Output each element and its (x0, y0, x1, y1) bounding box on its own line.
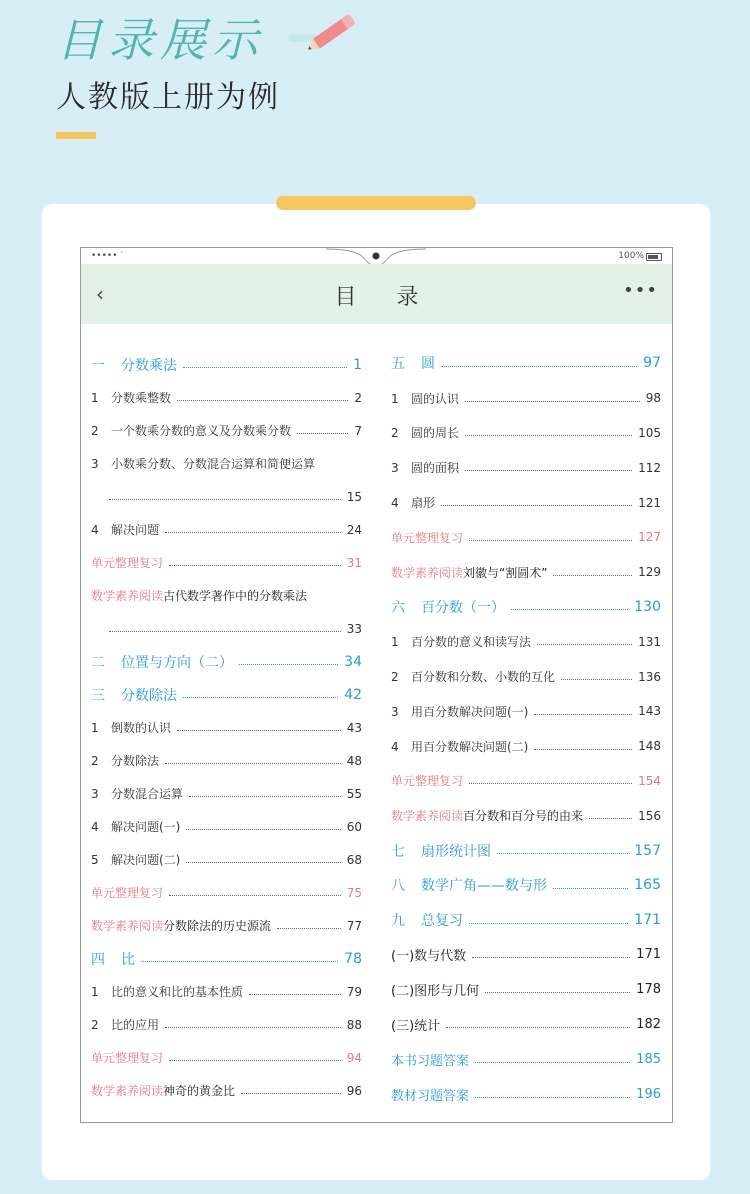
leader-dots (169, 1060, 341, 1061)
chapter-label (391, 910, 463, 930)
page-number: 33 (346, 621, 362, 636)
page-number: 121 (638, 495, 661, 510)
page-number: 154 (638, 773, 661, 788)
reading-title: 古代数学著作中的分数乘法 (163, 589, 308, 603)
reading-title: 分数除法的历史源流 (163, 919, 272, 933)
item-number: 1 (391, 391, 399, 406)
reading-label (391, 807, 583, 824)
item-number: 1 (91, 985, 99, 999)
chapter-title: 总复习 (421, 913, 463, 930)
leader-dots (475, 1097, 630, 1098)
chapter-number: 一 (91, 357, 105, 374)
page-number: 7 (354, 423, 362, 438)
reading-tag: 数学素养阅读 (91, 589, 164, 603)
review-label: 单元整理复习 (391, 530, 464, 545)
leader-dots (511, 609, 628, 610)
toc-column-right (391, 346, 661, 1112)
chapter-title: 百分数（一） (421, 599, 505, 616)
toc-chapter[interactable] (391, 590, 661, 625)
toc-item[interactable] (91, 843, 362, 876)
item-title: 用百分数解决问题(一) (411, 704, 529, 719)
item-title: 用百分数解决问题(二) (411, 739, 529, 754)
item-label (391, 633, 531, 650)
page-number: 156 (638, 808, 661, 823)
leader-dots (465, 401, 640, 402)
leader-dots (277, 928, 341, 929)
leader-dots (165, 763, 341, 764)
toc-continuation[interactable] (91, 612, 362, 645)
leader-dots (534, 749, 632, 750)
chapter-number: 六 (391, 599, 405, 616)
item-number: 5 (91, 853, 99, 867)
page-number: 55 (346, 786, 362, 801)
page-number: 130 (634, 598, 661, 615)
page-number: 127 (638, 530, 661, 545)
leader-dots (183, 697, 338, 698)
toc-chapter[interactable] (91, 645, 362, 678)
review-label: 单元整理复习 (91, 1051, 164, 1065)
toc-column-left (91, 348, 362, 1107)
item-title: 圆的周长 (411, 426, 460, 441)
signal-icon: ••••• ′ (91, 251, 123, 261)
page-number: 2 (354, 390, 362, 405)
item-label (391, 390, 459, 407)
item-number: 3 (391, 461, 399, 476)
toc-item[interactable] (91, 447, 362, 480)
toc-answers[interactable] (391, 1042, 661, 1077)
toc-chapter[interactable] (91, 942, 362, 975)
chapter-title: 位置与方向（二） (121, 654, 233, 671)
toc-item[interactable] (391, 694, 661, 729)
page-number: 185 (636, 1051, 661, 1067)
item-number: 3 (91, 457, 99, 471)
leader-dots (561, 679, 632, 680)
chapter-label (391, 841, 491, 861)
item-label (91, 818, 180, 835)
battery-icon (646, 253, 662, 261)
toc-item[interactable] (91, 777, 362, 810)
leader-dots (441, 366, 637, 367)
leader-dots (485, 992, 630, 993)
more-icon[interactable]: ••• (623, 280, 658, 301)
item-title: 解决问题 (111, 523, 160, 537)
page-number: 60 (346, 819, 362, 834)
page-number: 42 (344, 686, 362, 703)
item-label (91, 851, 180, 868)
leader-dots (169, 895, 341, 896)
reading-tag: 数学素养阅读 (91, 919, 164, 933)
toc-reading[interactable] (391, 798, 661, 833)
leader-dots (141, 961, 338, 962)
page-number: 43 (346, 720, 362, 735)
leader-dots (169, 565, 341, 566)
section-label: (一)数与代数 (391, 949, 467, 965)
toc-review[interactable] (91, 546, 362, 579)
page-number: 97 (643, 355, 661, 372)
item-number: 2 (391, 670, 399, 685)
toc-item[interactable] (391, 485, 661, 520)
toc-item[interactable] (91, 381, 362, 414)
item-title: 解决问题(二) (111, 853, 181, 867)
page-number: 79 (346, 984, 362, 999)
item-label (91, 785, 183, 802)
title-underline (56, 132, 96, 139)
toc-chapter[interactable] (391, 346, 661, 381)
battery-percent: 100% (618, 251, 644, 261)
page-subtitle: 人教版上册为例 (56, 80, 280, 115)
leader-dots (469, 923, 628, 924)
chapter-number: 五 (391, 356, 405, 373)
reading-tag: 数学素养阅读 (391, 809, 464, 824)
page-number: 196 (636, 1086, 661, 1102)
page-number: 171 (634, 912, 661, 929)
reading-label (391, 564, 547, 581)
page-number: 88 (346, 1017, 362, 1032)
item-label (91, 752, 159, 769)
pencil-icon (286, 6, 366, 52)
page-number: 75 (346, 885, 362, 900)
page-number: 178 (636, 982, 661, 998)
page-number: 34 (344, 653, 362, 670)
chapter-label (391, 875, 547, 895)
chapter-number: 九 (391, 913, 405, 930)
toc-item[interactable] (391, 624, 661, 659)
leader-dots (589, 818, 632, 819)
item-number: 1 (91, 391, 99, 405)
item-number: 2 (91, 754, 99, 768)
page-number: 77 (346, 918, 362, 933)
answers-label: 教材习题答案 (391, 1088, 470, 1104)
review-label: 单元整理复习 (391, 774, 464, 789)
nav-title: 目录 (334, 285, 459, 310)
item-label (391, 738, 528, 755)
page-number: 148 (638, 739, 661, 754)
toc-item[interactable] (391, 381, 661, 416)
page-number: 68 (346, 852, 362, 867)
toc-item[interactable] (391, 729, 661, 764)
toc-chapter[interactable] (391, 833, 661, 868)
toc-review[interactable] (391, 764, 661, 799)
leader-dots (446, 1027, 630, 1028)
toc-item[interactable] (91, 810, 362, 843)
page-number: 136 (638, 669, 661, 684)
leader-dots (469, 540, 632, 541)
card-tab-decoration (276, 196, 476, 210)
chapter-number: 三 (91, 687, 105, 704)
leader-dots (497, 853, 628, 854)
page-number: 129 (638, 565, 661, 580)
chapter-number: 七 (391, 843, 405, 860)
item-number: 3 (391, 704, 399, 719)
item-number: 2 (391, 426, 399, 441)
chapter-title: 比 (121, 951, 135, 968)
toc-item[interactable] (91, 414, 362, 447)
item-title: 分数除法 (111, 754, 160, 768)
reading-label (91, 587, 307, 604)
page-number: 78 (344, 950, 362, 967)
toc-item[interactable] (391, 450, 661, 485)
tablet-frame (80, 247, 673, 1123)
chapter-number: 八 (391, 878, 405, 895)
leader-dots (297, 433, 348, 434)
item-number: 2 (91, 1018, 99, 1032)
toc-section[interactable] (391, 1007, 661, 1042)
section-label: (二)图形与几何 (391, 984, 480, 1000)
reading-label (91, 917, 271, 934)
toc-item[interactable] (91, 744, 362, 777)
leader-dots (165, 532, 341, 533)
leader-dots (109, 631, 341, 632)
toc-item[interactable] (91, 1008, 362, 1041)
toc-chapter[interactable] (391, 868, 661, 903)
leader-dots (186, 829, 340, 830)
section-label: (三)统计 (391, 1019, 441, 1035)
page-number: 171 (636, 947, 661, 963)
toc-review[interactable] (91, 1041, 362, 1074)
leader-dots (534, 714, 632, 715)
item-number: 2 (91, 424, 99, 438)
item-title: 一个数乘分数的意义及分数乘分数 (111, 424, 292, 438)
chapter-label (91, 685, 177, 705)
page-number: 48 (346, 753, 362, 768)
page-number: 15 (346, 489, 362, 504)
leader-dots (472, 957, 630, 958)
item-title: 百分数的意义和读写法 (411, 635, 532, 650)
leader-dots (465, 435, 632, 436)
page-number: 1 (353, 356, 362, 373)
item-label (391, 703, 528, 720)
item-title: 圆的认识 (411, 391, 460, 406)
page-title: 目录展示 (56, 13, 264, 67)
leader-dots (109, 499, 341, 500)
chapter-label (391, 353, 435, 373)
chapter-title: 扇形统计图 (421, 843, 491, 860)
nav-bar (81, 264, 672, 324)
item-title: 倒数的认识 (111, 721, 172, 735)
item-label (91, 983, 243, 1000)
item-title: 比的应用 (111, 1018, 160, 1032)
leader-dots (177, 730, 341, 731)
reading-title: 神奇的黄金比 (163, 1084, 236, 1098)
page-number: 94 (346, 1050, 362, 1065)
item-title: 百分数和分数、小数的互化 (411, 670, 556, 685)
leader-dots (241, 1093, 341, 1094)
toc-reading[interactable] (91, 579, 362, 612)
review-label: 单元整理复习 (91, 556, 164, 570)
reading-label (91, 1082, 235, 1099)
item-number: 4 (91, 820, 99, 834)
page-number: 112 (638, 460, 661, 475)
toc-review[interactable] (391, 520, 661, 555)
review-label: 单元整理复习 (91, 886, 164, 900)
toc-item[interactable] (391, 416, 661, 451)
leader-dots (441, 505, 632, 506)
reading-tag: 数学素养阅读 (391, 565, 464, 580)
page-number: 24 (346, 522, 362, 537)
reading-title: 百分数和百分号的由来 (463, 809, 584, 824)
page-number: 131 (638, 634, 661, 649)
toc-item[interactable] (391, 659, 661, 694)
toc-item[interactable] (91, 711, 362, 744)
toc-section[interactable] (391, 972, 661, 1007)
item-title: 分数乘整数 (111, 391, 172, 405)
page-number: 96 (346, 1083, 362, 1098)
leader-dots (165, 1027, 341, 1028)
toc-reading[interactable] (91, 1074, 362, 1107)
item-number: 1 (91, 721, 99, 735)
item-label (391, 494, 435, 511)
answers-label: 本书习题答案 (391, 1053, 470, 1069)
leader-dots (183, 367, 347, 368)
leader-dots (475, 1062, 630, 1063)
chapter-number: 二 (91, 654, 105, 671)
leader-dots (469, 783, 632, 784)
item-label (91, 521, 159, 538)
item-title: 解决问题(一) (111, 820, 181, 834)
item-label (91, 719, 171, 736)
toc-continuation[interactable] (91, 480, 362, 513)
chapter-label (91, 949, 135, 969)
toc-chapter[interactable] (91, 348, 362, 381)
item-label (91, 422, 291, 439)
item-label (91, 389, 171, 406)
item-number: 4 (391, 496, 399, 511)
chapter-label (91, 355, 177, 375)
toc-review[interactable] (91, 876, 362, 909)
page-number: 165 (634, 877, 661, 894)
page-number: 31 (346, 555, 362, 570)
chapter-title: 圆 (421, 356, 435, 373)
chapter-title: 数学广角——数与形 (421, 878, 547, 895)
item-label (391, 424, 459, 441)
item-title: 圆的面积 (411, 461, 460, 476)
leader-dots (186, 862, 340, 863)
chapter-title: 分数乘法 (121, 357, 177, 374)
toc-reading[interactable] (391, 555, 661, 590)
chapter-label (91, 652, 233, 672)
item-title: 小数乘分数、分数混合运算和简便运算 (111, 457, 316, 471)
page-number: 157 (634, 842, 661, 859)
toc-reading[interactable] (91, 909, 362, 942)
item-label (391, 459, 459, 476)
leader-dots (465, 470, 632, 471)
item-title: 比的意义和比的基本性质 (111, 985, 244, 999)
leader-dots (177, 400, 348, 401)
item-number: 3 (91, 787, 99, 801)
toc-answers[interactable] (391, 1077, 661, 1112)
item-title: 扇形 (411, 496, 436, 511)
leader-dots (553, 575, 632, 576)
page-number: 182 (636, 1017, 661, 1033)
chapter-label (391, 597, 505, 617)
leader-dots (249, 994, 341, 995)
chapter-number: 四 (91, 951, 105, 968)
reading-title: 刘徽与“割圆术” (463, 565, 548, 580)
toc-section[interactable] (391, 938, 661, 973)
item-title: 分数混合运算 (111, 787, 184, 801)
toc-chapter[interactable] (91, 678, 362, 711)
leader-dots (189, 796, 341, 797)
leader-dots (553, 888, 628, 889)
toc-item[interactable] (91, 513, 362, 546)
item-number: 4 (91, 523, 99, 537)
toc-chapter[interactable] (391, 903, 661, 938)
item-number: 1 (391, 635, 399, 650)
toc-item[interactable] (91, 975, 362, 1008)
reading-tag: 数学素养阅读 (91, 1084, 164, 1098)
back-icon[interactable]: ‹ (96, 282, 104, 306)
item-label (91, 455, 315, 472)
leader-dots (239, 664, 338, 665)
item-label (391, 668, 555, 685)
page-number: 98 (645, 391, 661, 406)
page-number: 143 (638, 704, 661, 719)
leader-dots (537, 644, 632, 645)
chapter-title: 分数除法 (121, 687, 177, 704)
item-label (91, 1016, 159, 1033)
item-number: 4 (391, 739, 399, 754)
page-number: 105 (638, 425, 661, 440)
